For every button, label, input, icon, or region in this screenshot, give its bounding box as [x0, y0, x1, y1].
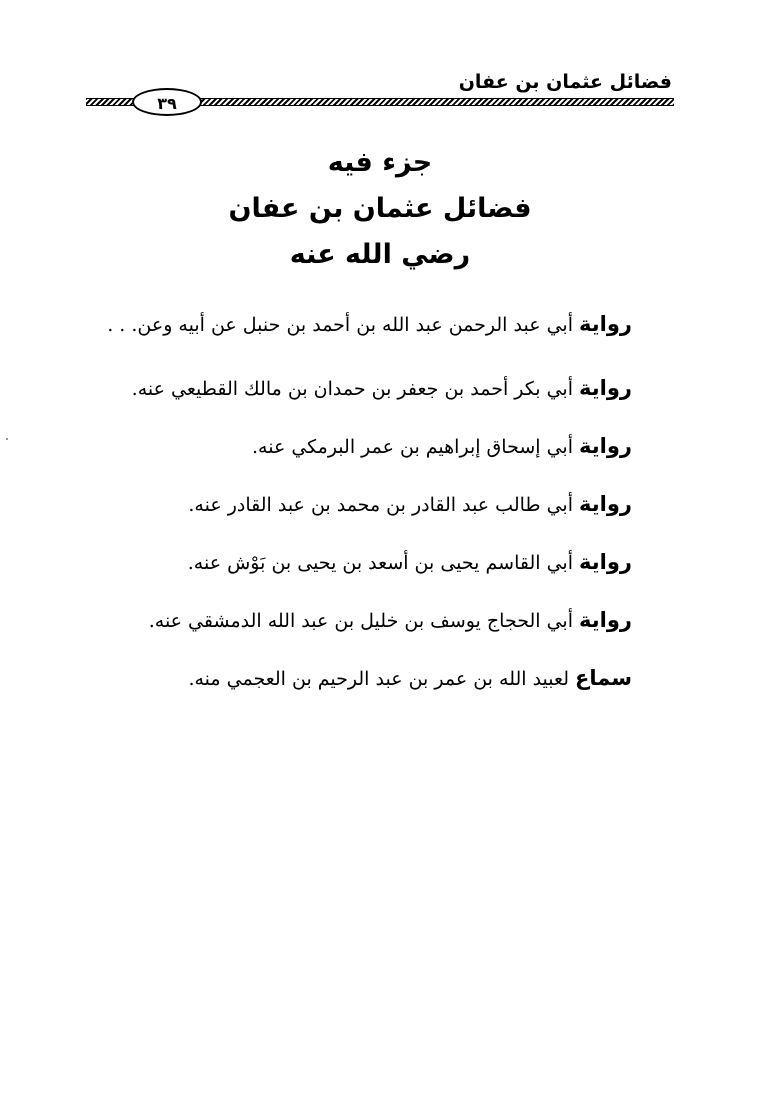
title-line-1: جزء فيه	[327, 147, 433, 178]
transmission-text: أبي طالب عبد القادر بن محمد بن عبد القادر عنه.	[188, 494, 580, 516]
scan-speck	[6, 438, 8, 440]
running-header-title: فضائل عثمان بن عفان	[458, 71, 672, 93]
transmission-paragraph	[82, 417, 632, 475]
transmission-lead-word: سماع	[575, 666, 632, 690]
transmission-paragraph	[82, 649, 632, 707]
transmission-paragraph	[82, 359, 632, 417]
title-line-3: رضي الله عنه	[289, 239, 471, 270]
transmission-lead-word: رواية	[579, 550, 632, 574]
transmission-paragraph	[82, 475, 632, 533]
transmission-lead-word: رواية	[579, 434, 632, 458]
transmission-paragraph	[82, 533, 632, 591]
chapter-title	[80, 140, 680, 278]
transmission-lead-word: رواية	[579, 492, 632, 516]
transmission-chain	[82, 310, 632, 707]
transmission-text: أبي عبد الرحمن عبد الله بن أحمد بن حنبل عن أبيه وعن. . .	[107, 314, 580, 336]
transmission-text: أبي القاسم يحيى بن أسعد بن يحيى بن بَوْش عنه.	[187, 552, 580, 574]
transmission-text: لعبيد الله بن عمر بن عبد الرحيم بن العجمي منه.	[188, 668, 576, 690]
page-number-badge: ٣٩	[132, 88, 202, 116]
transmission-text: أبي الحجاج يوسف بن خليل بن عبد الله الدمشقي عنه.	[148, 610, 580, 632]
transmission-lead-word: رواية	[579, 312, 632, 336]
transmission-paragraph	[82, 310, 632, 339]
transmission-text: أبي إسحاق إبراهيم بن عمر البرمكي عنه.	[251, 436, 580, 458]
transmission-paragraph	[82, 591, 632, 649]
transmission-lead-word: رواية	[579, 608, 632, 632]
transmission-text: أبي بكر أحمد بن جعفر بن حمدان بن مالك القطيعي عنه.	[131, 378, 580, 400]
title-line-2: فضائل عثمان بن عفان	[228, 193, 532, 224]
transmission-lead-word: رواية	[579, 376, 632, 400]
